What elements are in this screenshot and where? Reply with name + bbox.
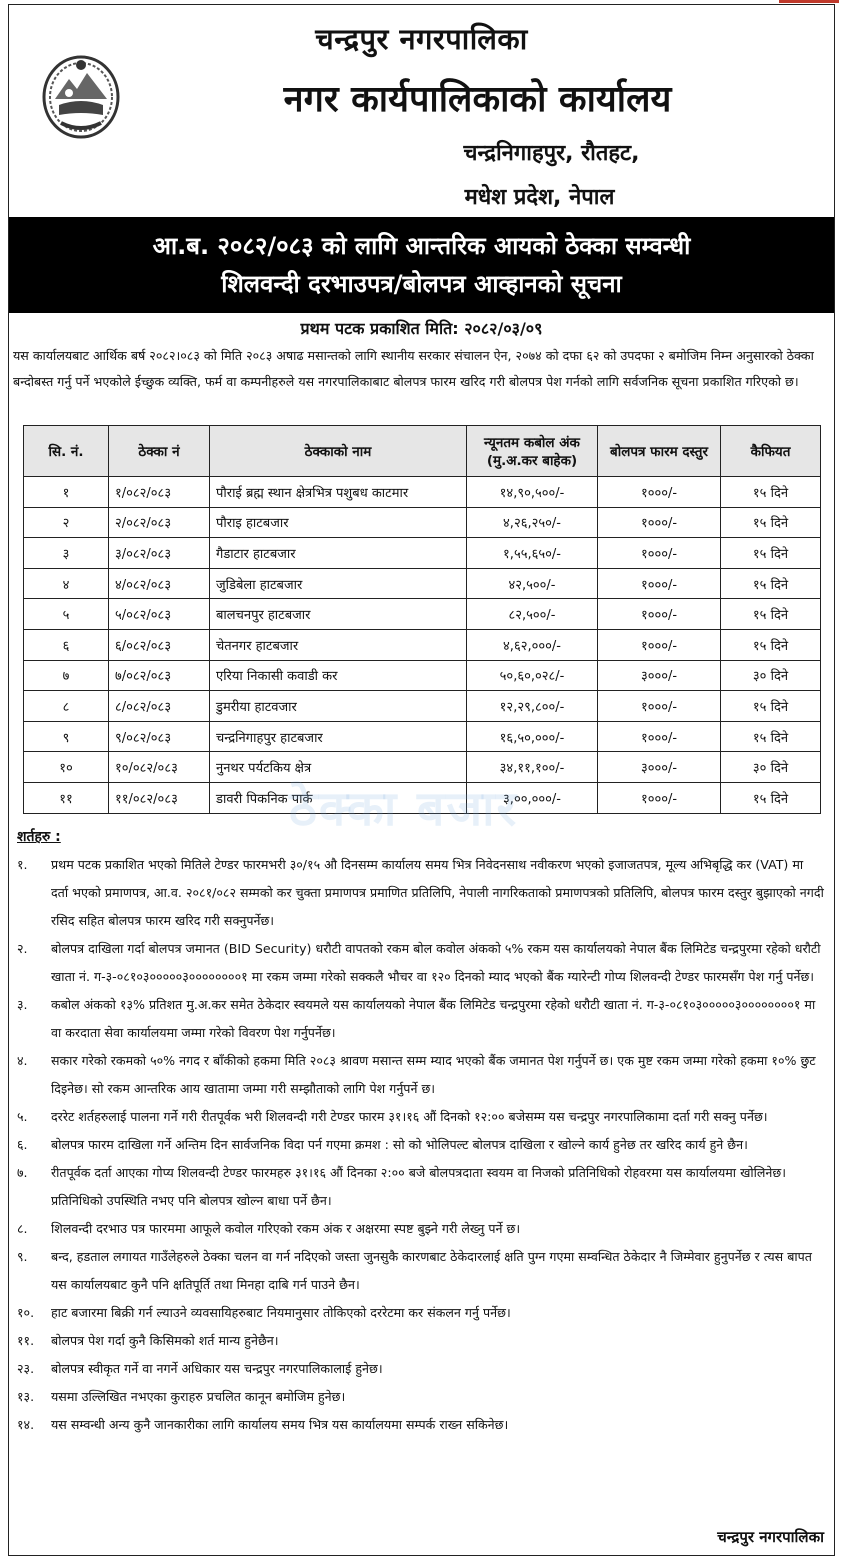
cell-form-fee: १०००/- [598, 599, 721, 630]
cell-contract-name: पौराई ब्रह्म स्थान क्षेत्रभित्र पशुबध काटमार [210, 477, 467, 508]
cell-remarks: ३० दिने [721, 660, 821, 691]
condition-text: बोलपत्र फारम दाखिला गर्ने अन्तिम दिन सार्वजनिक विदा पर्न गएमा क्रमश : सो को भोलिपल्ट बोलपत्र दाखिला र खोल्ने कार्य हुनेछ तर खरिद कार्य हुने छैन। [51, 1137, 748, 1152]
publish-date: प्रथम पटक प्रकाशित मिति: २०८२/०३/०९ [300, 319, 543, 338]
cell-remarks: १५ दिने [721, 782, 821, 813]
condition-number: ११. [17, 1333, 35, 1348]
table-row [24, 721, 821, 752]
cell-remarks: १५ दिने [721, 538, 821, 569]
table-row [24, 538, 821, 569]
condition-number: ४. [17, 1053, 28, 1068]
office-address: चन्द्रनिगाहपुर, रौतहट, [463, 141, 640, 166]
cell-contract-no: १०/०८२/०८३ [109, 752, 210, 783]
cell-sn: १ [24, 477, 109, 508]
table-row [24, 477, 821, 508]
tender-table [23, 425, 821, 814]
cell-min-bid: १४,९०,५००/- [467, 477, 598, 508]
office-name: नगर कार्यपालिकाको कार्यालय [283, 79, 672, 120]
cell-contract-name: डुमरीया हाटवजार [210, 691, 467, 722]
condition-number: ८. [17, 1221, 28, 1236]
cell-contract-no: ९/०८२/०८३ [109, 721, 210, 752]
cell-min-bid: १२,२९,८००/- [467, 691, 598, 722]
cell-form-fee: १०००/- [598, 691, 721, 722]
cell-form-fee: ३०००/- [598, 752, 721, 783]
cell-contract-no: १/०८२/०८३ [109, 477, 210, 508]
cell-contract-name: जुडिबेला हाटबजार [210, 568, 467, 599]
condition-number: ७. [17, 1165, 28, 1180]
top-red-mark [779, 0, 839, 3]
condition-text: बोलपत्र दाखिला गर्दा बोलपत्र जमानत (BID Security) धरौटी वापतको रकम बोल कवोल अंकको ५% रकम यस कार्यालयको नेपाल बैंक लिमिटेड चन्द्रपुरमा रहेको धरौटी खाता नं. ग-३-०८१०३०००००३००००००००१ मा रकम जम्मा गरेको सक्कलै भौचर वा १२० दिनको म्याद भएको बैंक ग्यारेन्टी गोप्य शिलवन्दी टेण्डर फारमसँग पेश गर्नु पर्नेछ। [51, 941, 821, 984]
condition-text: सकार गरेको रकमको ५०% नगद र बाँकीको हकमा मिति २०८३ श्रावण मसान्त सम्म म्याद भएको बैंक जमानत पेश गर्नुपर्ने छ। एक मुष्ट रकम जम्मा गरेको हकमा १०% छुट दिइनेछ। सो रकम आन्तरिक आय खातामा जम्मा गरी सम्झौताको लागि पेश गर्नुपर्ने छ। [51, 1053, 816, 1096]
condition-item [17, 1355, 824, 1383]
condition-text: दररेट शर्तहरुलाई पालना गर्ने गरी रीतपूर्वक भरी शिलवन्दी गरी टेण्डर फारम ३१।१६ औं दिनको १२:०० बजेसम्म यस चन्द्रपुर नगरपालिकामा दर्ता गरी सक्नु पर्नेछ। [51, 1109, 768, 1124]
col-header-min-bid: न्यूनतम कबोल अंक (मु.अ.कर बाहेक) [467, 426, 598, 477]
cell-form-fee: १०००/- [598, 477, 721, 508]
cell-sn: ५ [24, 599, 109, 630]
condition-item [17, 1299, 824, 1327]
cell-form-fee: १०००/- [598, 568, 721, 599]
cell-remarks: १५ दिने [721, 629, 821, 660]
condition-text: बन्द, हडताल लगायत गाउँलेहरुले ठेक्का चलन वा गर्न नदिएको जस्ता जुनसुकै कारणबाट ठेकेदारलाई क्षति पुग्न गएमा सम्वन्धित ठेकेदार नै जिम्मेवार हुनुपर्नेछ र त्यस बापत यस कार्यालयबाट कुनै पनि क्षतिपूर्ति तथा मिनहा दाबि गर्न पाउने छैन। [51, 1249, 812, 1292]
notice-title-banner [9, 217, 834, 313]
cell-contract-no: ५/०८२/०८३ [109, 599, 210, 630]
conditions-title: शर्तहरु : [17, 829, 61, 845]
cell-min-bid: १,५५,६५०/- [467, 538, 598, 569]
cell-sn: ८ [24, 691, 109, 722]
condition-item [17, 1411, 824, 1439]
cell-remarks: १५ दिने [721, 691, 821, 722]
cell-form-fee: १०००/- [598, 538, 721, 569]
cell-contract-name: चेतनगर हाटबजार [210, 629, 467, 660]
condition-text: यस सम्वन्धी अन्य कुनै जानकारीका लागि कार्यालय समय भित्र यस कार्यालयमा सम्पर्क राख्न सकिनेछ। [51, 1417, 509, 1432]
cell-contract-no: ११/०८२/०८३ [109, 782, 210, 813]
condition-item [17, 1215, 824, 1243]
cell-remarks: १५ दिने [721, 477, 821, 508]
condition-number: १३. [17, 1389, 35, 1404]
cell-min-bid: ४२,५००/- [467, 568, 598, 599]
cell-min-bid: ८२,५००/- [467, 599, 598, 630]
condition-number: ९. [17, 1249, 28, 1264]
cell-min-bid: ३,००,०००/- [467, 782, 598, 813]
cell-sn: १० [24, 752, 109, 783]
cell-contract-no: ३/०८२/०८३ [109, 538, 210, 569]
condition-item [17, 851, 824, 935]
col-header-remarks: कैफियत [721, 426, 821, 477]
table-row [24, 691, 821, 722]
watermark-logo: ठेक्का बजार [289, 781, 519, 837]
condition-item [17, 1159, 824, 1215]
condition-text: यसमा उल्लिखित नभएका कुराहरु प्रचलित कानून बमोजिम हुनेछ। [51, 1389, 346, 1404]
cell-contract-name: पौराइ हाटबजार [210, 507, 467, 538]
condition-item [17, 1327, 824, 1355]
cell-contract-name: नुनथर पर्यटकिय क्षेत्र [210, 752, 467, 783]
condition-number: १०. [17, 1305, 35, 1320]
cell-contract-name: एरिया निकासी कवाडी कर [210, 660, 467, 691]
cell-contract-no: ७/०८२/०८३ [109, 660, 210, 691]
col-header-contract-name: ठेक्काको नाम [210, 426, 467, 477]
cell-form-fee: ३०००/- [598, 660, 721, 691]
condition-text: शिलवन्दी दरभाउ पत्र फारममा आफूले कवोल गरिएको रकम अंक र अक्षरमा स्पष्ट बुझ्ने गरी लेख्नु पर्ने छ। [51, 1221, 521, 1236]
condition-text: बोलपत्र पेश गर्दा कुनै किसिमको शर्त मान्य हुनेछैन। [51, 1333, 279, 1348]
notice-title-line2: शिलवन्दी दरभाउपत्र/बोलपत्र आव्हानको सूचना [221, 270, 622, 298]
col-header-form-fee: बोलपत्र फारम दस्तुर [598, 426, 721, 477]
cell-min-bid: ५०,६०,०२८/- [467, 660, 598, 691]
cell-sn: ६ [24, 629, 109, 660]
col-header-contract-no: ठेक्का नं [109, 426, 210, 477]
cell-contract-no: ४/०८२/०८३ [109, 568, 210, 599]
condition-number: ६. [17, 1137, 28, 1152]
letterhead [9, 5, 834, 213]
condition-number: १४. [17, 1417, 35, 1432]
cell-sn: ७ [24, 660, 109, 691]
cell-contract-no: ६/०८२/०८३ [109, 629, 210, 660]
cell-form-fee: १०००/- [598, 507, 721, 538]
condition-text: रीतपूर्वक दर्ता आएका गोप्य शिलवन्दी टेण्डर फारमहरु ३१।१६ औं दिनका २:०० बजे बोलपत्रदाता स्वयम वा निजको प्रतिनिधिको रोहवरमा यस कार्यालयमा खोलिनेछ। प्रतिनिधिको उपस्थिति नभए पनि बोलपत्र खोल्न बाधा पर्ने छैन। [51, 1165, 787, 1208]
cell-remarks: १५ दिने [721, 599, 821, 630]
province-country: मधेश प्रदेश, नेपाल [464, 185, 615, 210]
cell-remarks: १५ दिने [721, 721, 821, 752]
cell-sn: २ [24, 507, 109, 538]
condition-item [17, 1131, 824, 1159]
cell-min-bid: १६,५०,०००/- [467, 721, 598, 752]
condition-text: हाट बजारमा बिक्री गर्न ल्याउने व्यवसायिहरुबाट नियमानुसार तोकिएको दररेटमा कर संकलन गर्नु पर्नेछ। [51, 1305, 511, 1320]
nepal-emblem-icon [41, 53, 121, 139]
cell-min-bid: ४,२६,२५०/- [467, 507, 598, 538]
table-row [24, 629, 821, 660]
cell-remarks: ३० दिने [721, 752, 821, 783]
condition-item [17, 1383, 824, 1411]
condition-text: बोलपत्र स्वीकृत गर्ने वा नगर्ने अधिकार यस चन्द्रपुर नगरपालिकालाई हुनेछ। [51, 1361, 383, 1376]
cell-contract-name: गैडाटार हाटबजार [210, 538, 467, 569]
municipality-name: चन्द्रपुर नगरपालिका [315, 22, 528, 56]
table-header-row [24, 426, 821, 477]
cell-remarks: १५ दिने [721, 568, 821, 599]
cell-sn: ९ [24, 721, 109, 752]
col-header-sn: सि. नं. [24, 426, 109, 477]
cell-contract-name: डावरी पिकनिक पार्क [210, 782, 467, 813]
condition-item [17, 991, 824, 1047]
conditions-list [17, 851, 824, 1439]
cell-contract-name: चन्द्रनिगाहपुर हाटबजार [210, 721, 467, 752]
condition-item [17, 1103, 824, 1131]
intro-paragraph: यस कार्यालयबाट आर्थिक बर्ष २०८२।०८३ को मिति २०८३ अषाढ मसान्तको लागि स्थानीय सरकार संचालन ऐन, २०७४ को दफा ६२ को उपदफा २ बमोजिम निम्न अनुसारको ठेक्का बन्दोबस्त गर्नु पर्ने भएकोले ईच्छुक व्यक्ति, फर्म वा कम्पनीहरुले यस नगरपालिकाबाट बोलपत्र फारम खरिद गरी बोलपत्र पेश गर्नको लागि सर्वजनिक सूचना प्रकाशित गरिएको छ। [13, 348, 814, 389]
cell-contract-name: बालचनपुर हाटबजार [210, 599, 467, 630]
cell-sn: ११ [24, 782, 109, 813]
cell-form-fee: १०००/- [598, 629, 721, 660]
cell-sn: ४ [24, 568, 109, 599]
table-row [24, 660, 821, 691]
notice-title-line1: आ.ब. २०८२/०८३ को लागि आन्तरिक आयको ठेक्का सम्वन्धी [152, 232, 691, 260]
condition-number: २. [17, 941, 28, 956]
condition-number: १. [17, 857, 28, 872]
cell-contract-no: २/०८२/०८३ [109, 507, 210, 538]
footer-signature: चन्द्रपुर नगरपालिका [717, 1528, 824, 1546]
table-row [24, 599, 821, 630]
cell-form-fee: १०००/- [598, 721, 721, 752]
cell-contract-no: ८/०८२/०८३ [109, 691, 210, 722]
cell-min-bid: ४,६२,०००/- [467, 629, 598, 660]
condition-item [17, 935, 824, 991]
cell-form-fee: १०००/- [598, 782, 721, 813]
notice-page [8, 4, 835, 1556]
cell-min-bid: ३४,११,१००/- [467, 752, 598, 783]
cell-remarks: १५ दिने [721, 507, 821, 538]
condition-item [17, 1047, 824, 1103]
condition-text: प्रथम पटक प्रकाशित भएको मितिले टेण्डर फारमभरी ३०/१५ औ दिनसम्म कार्यालय समय भित्र निवेदनसाथ नवीकरण भएको इजाजतपत्र, मूल्य अभिबृद्धि कर (VAT) मा दर्ता भएको प्रमाणपत्र, आ.व. २०८१/०८२ सम्मको कर चुक्ता प्रमाणपत्र प्रमाणित प्रतिलिपि, नेपाली नागरिकताको प्रमाणपत्रको प्रतिलिपि, बोलपत्र फारम दस्तुर बुझाएको नगदी रसिद सहित बोलपत्र फारम खरिद गरी सक्नुपर्नेछ। [51, 857, 824, 928]
table-row [24, 568, 821, 599]
condition-item [17, 1243, 824, 1299]
condition-number: ५. [17, 1109, 28, 1124]
condition-text: कबोल अंकको १३% प्रतिशत मु.अ.कर समेत ठेकेदार स्वयमले यस कार्यालयको नेपाल बैंक लिमिटेड चन्द्रपुरमा रहेको धरौटी खाता नं. ग-३-०८१०३०००००३००००००००१ मा वा करदाता सेवा कार्यालयमा जम्मा गरेको विवरण पेश गर्नुपर्नेछ। [51, 997, 816, 1040]
table-row [24, 507, 821, 538]
condition-number: ३. [17, 997, 28, 1012]
cell-sn: ३ [24, 538, 109, 569]
condition-number: २३. [17, 1361, 35, 1376]
